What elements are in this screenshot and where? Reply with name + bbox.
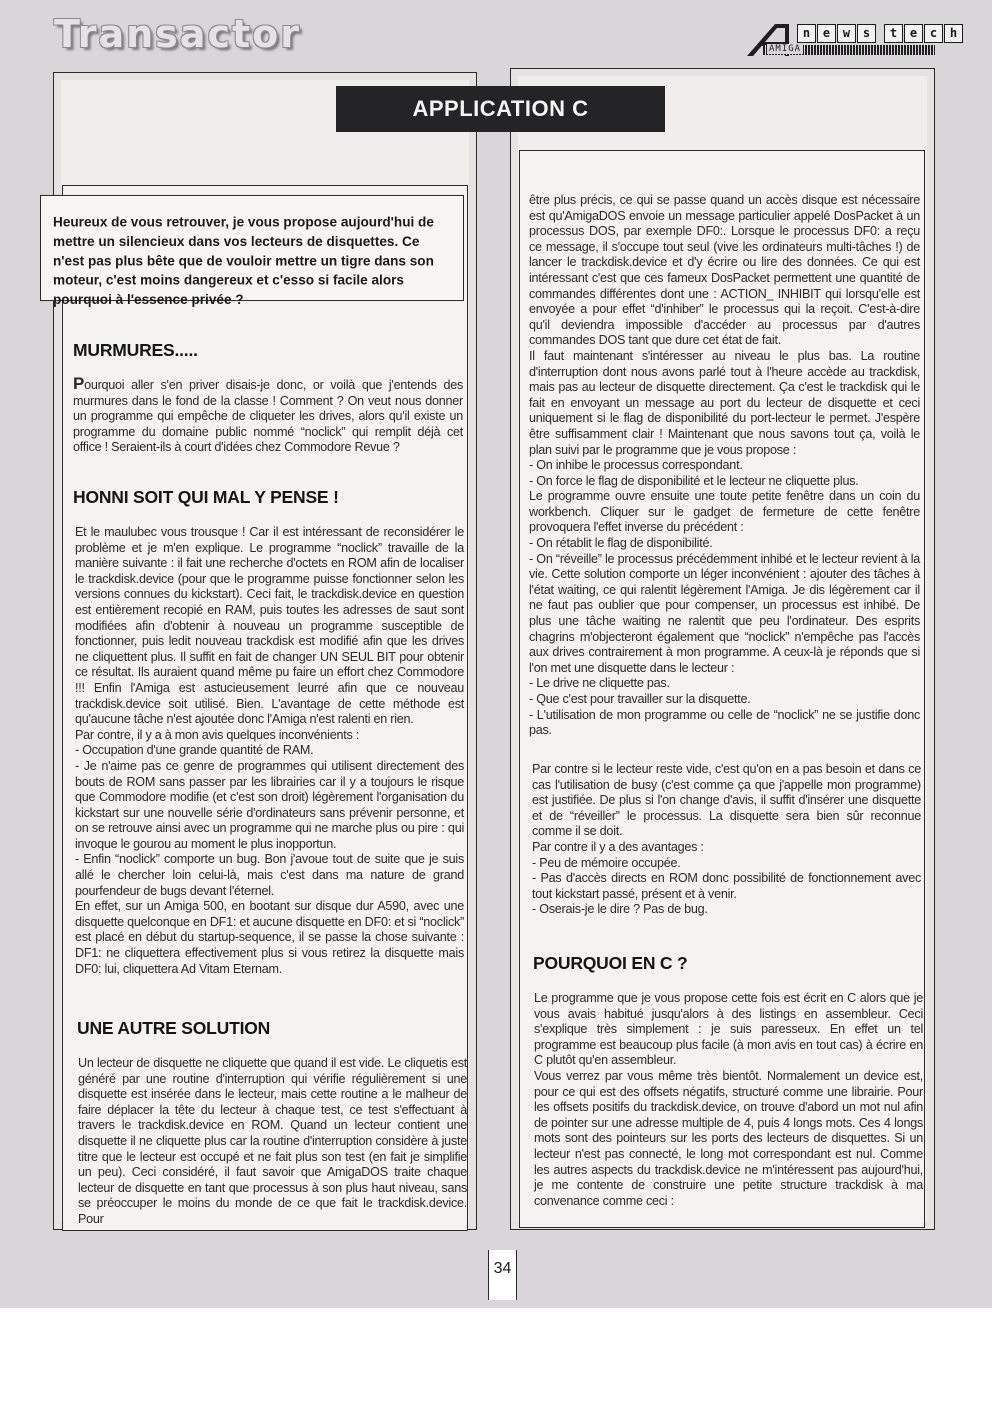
honni-paragraph: Et le maulubec vous trousque ! Car il est intéressant de reconsidérer le problème et je m'en explique. Le programme “noclick” travaille de la manière suivante : il fait une recherche d'octets en ROM afin de localiser le trackdisk.device (pour que le programme puisse fonctionner selon les versions connues du kickstart). Ceci fait, le trackdisk.device en question est entièrement recopié en RAM, puis toutes les adresses de saut sont modifiées afin d'obtenir à nouveau un programme susceptible de fonctionner, puis ledit nouveau trackdisk est modifié afin que les drives ne cliquettent plus. Il suffit en fait de changer UN SEUL BIT pour obtenir ce résultat. Ils auraient quand même pu faire un effort chez Commodore !!! Enfin l'Amiga est astucieusement leurré afin que ce nouveau trackdisk.device soit utilisé. Bien. L'avantage de cette méthode est qu'aucune tâche n'est ajoutée donc l'Amiga n'est ralenti en rien. [75, 525, 464, 727]
pourquoi-body [534, 991, 923, 1209]
right-mid-body [532, 762, 921, 918]
right-paragraph: - On force le flag de disponibilité et le lecteur ne cliquette plus. [529, 473, 859, 488]
pourquoi-paragraph: Vous verrez par vous même très bientôt. Normalement un device est, pour ce qui est des offsets négatifs, structuré comme une librairie. Pour les offsets positifs du trackdisk.device, on trouve d'abord un mot nul afin de pointer sur une adresse multiple de 4, puis 4 longs mots. Ces 4 longs mots sont des pointeurs sur les ports des lecteurs de disquettes. Si un lecteur n'est pas connecté, le long mot correspondant est nul. Comme les autres aspects du trackdisk.device ne m'intéressent pas aujourd'hui, je me contente de construire une petite structure trackdisk à ma convenance comme ceci : [534, 1068, 923, 1208]
honni-paragraph: En effet, sur un Amiga 500, en bootant sur disque dur A590, avec une disquette quelconque en DF1: et aucune disquette en DF0: et si “noclick” est placé en début du startup-sequence, il se passe la chose suivante : DF1: ne cliquettera effectivement plus si vous retirez la disquette mais DF0: lui, cliquettera Ad Vitam Eternam. [75, 899, 464, 976]
honni-paragraph: - Je n'aime pas ce genre de programmes qui utilisent directement des bouts de ROM sans passer par les librairies car il y a toujours le risque que Commodore modifie (et c'est son droit) légèrement l'organisation du kickstart sur une nouvelle série d'ordinateurs sans prévenir personne, et on se retrouve ainsi avec un programme qui ne marche plus ou pire : qui invoque le gourou au moment le plus inopportun. [75, 758, 464, 851]
heading-autre-solution: UNE AUTRE SOLUTION [77, 1018, 271, 1038]
honni-paragraph: - Occupation d'une grande quantité de RAM. [75, 743, 314, 758]
right-paragraph: - Peu de mémoire occupée. [532, 855, 681, 870]
right-paragraph: Il faut maintenant s'intéresser au niveau le plus bas. La routine d'interruption dont nous avons parlé tout à l'heure accède au trackdisk, mais pas au lecteur de disquette directement. Ça c'est le trackdisk qui le fait en envoyant un message au port du lecteur de disquette et ceci uniquement si le flag de disponibilité du port-lecteur le permet. J'espère être suffisamment clair ! Maintenant que nous savons tout ça, voilà le plan suivi par le programme que je vous propose : [529, 348, 920, 457]
right-top-body [529, 193, 920, 739]
right-paragraph: être plus précis, ce qui se passe quand un accès disque est nécessaire est qu'AmigaDOS envoie un message particulier appelé DosPacket à un processus DOS, par exemple DF0:. Lorsque le processus DF0: a reçu ce message, il s'occupe tout seul (vive les ordinateurs multi-tâches !) de lancer le trackdisk.device et d'y écrire ou lire des données. Ce qui est intéressant c'est que ces fameux DosPacket permettent une quantité de commandes différentes dont une : ACTION_ INHIBIT qui lorsqu'elle est envoyée a pour effet “d'inhiber” le processus qui la reçoit. C'est-à-dire qu'il deviendra impossible d'accéder au processus par d'autres commandes DOS tant que dure cet état de fait. [529, 193, 920, 348]
murmures-text: ourquoi aller s'en priver disais-je donc, or voilà que j'entends des murmures dans le fond de la classe ! Comment ? On veut nous donner un programme qui empêche de cliqueter les drives, alors qu'il existe un programme du domaine public nommé “noclick” qui remplit déjà cet office ! Seraient-ils à court d'idées chez Commodore Revue ? [73, 378, 463, 455]
logo-tile: c [924, 24, 943, 43]
logo-tile: e [817, 24, 836, 43]
right-paragraph: - Oserais-je le dire ? Pas de bug. [532, 902, 708, 917]
honni-body [75, 525, 464, 977]
autre-body [78, 1056, 467, 1228]
logo-letter-tiles [797, 24, 964, 43]
heading-pourquoi-en-c: POURQUOI EN C ? [533, 953, 688, 973]
logo-tile: w [837, 24, 856, 43]
heading-honni: HONNI SOIT QUI MAL Y PENSE ! [73, 487, 339, 507]
honni-paragraph: Par contre, il y a à mon avis quelques inconvénients : [75, 727, 360, 742]
honni-paragraph: - Enfin “noclick” comporte un bug. Bon j'avoue tout de suite que je suis allé le chercher loin celui-là, mais c'est dans ma nature de grand pourfendeur de bugs devant l'éternel. [75, 852, 464, 898]
heading-murmures: MURMURES..... [73, 340, 198, 360]
right-paragraph: - Le drive ne cliquette pas. [529, 676, 670, 691]
logo-tile: h [944, 24, 963, 43]
right-paragraph: - On rétablit le flag de disponibilité. [529, 536, 713, 551]
dropcap: P [73, 374, 85, 393]
right-paragraph: Par contre il y a des avantages : [532, 839, 704, 854]
pourquoi-paragraph: Le programme que je vous propose cette fois est écrit en C alors que je vous avais habitué jusqu'alors à des listings en assembleur. Ceci s'explique très simplement : je suis paresseux. En effet un tel programme est beaucoup plus facile (à mon avis en tout cas) à écrire en C plutôt qu'en assembleur. [534, 991, 923, 1068]
logo-subtitle: AMIGA [769, 44, 802, 54]
autre-text: Un lecteur de disquette ne cliquette que quand il est vide. Le cliquetis est généré par une routine d'interruption qui vérifie régulièrement si une disquette est insérée dans le lecteur, mais cette routine a le malheur de faire déplacer la tête du lecteur à chaque test, ce test s'effectuant à travers le trackdisk.device en ROM. Quand un lecteur contient une disquette il ne cliquette plus car la routine d'interruption considère à juste titre que le lecteur est occupé et ne fait plus son test (en fait je simplifie un peu). Ceci considéré, il faut savoir que AmigaDOS traite chaque lecteur de disquette en tant que processus à son plus haut niveau, sans se préoccuper le moins du monde de ce que fait le trackdisk.device. Pour [78, 1056, 467, 1226]
right-paragraph: Le programme ouvre ensuite une toute petite fenêtre dans un coin du workbench. Cliquer sur le gadget de fermeture de cette fenêtre provoquera l'effet inverse du précédent : [529, 489, 920, 535]
right-paragraph: - Que c'est pour travailler sur la disquette. [529, 692, 751, 706]
logo-tile: t [884, 24, 903, 43]
logo-tile: e [904, 24, 923, 43]
logo-tile-gap [877, 24, 883, 41]
murmures-body [73, 376, 463, 456]
section-banner: APPLICATION C [336, 86, 665, 132]
page-number: 34 [488, 1250, 517, 1300]
intro-box: Heureux de vous retrouver, je vous propose aujourd'hui de mettre un silencieux dans vos lecteurs de disquettes. Ce n'est pas plus bête que de vouloir mettre un tigre dans son moteur, c'est moins dangereux et c'esso si facile alors pourquoi à l'essence privée ? [40, 195, 464, 301]
right-paragraph: - Pas d'accès directs en ROM donc possibilité de fonctionnement avec tout kickstart passé, présent et à venir. [532, 871, 921, 901]
logo-tile: s [857, 24, 876, 43]
right-paragraph: - On inhibe le processus correspondant. [529, 458, 743, 473]
right-paragraph: - L'utilisation de mon programme ou celle de “noclick” ne se justifie donc pas. [529, 707, 920, 738]
magazine-brand: Transactor [54, 12, 301, 56]
right-paragraph: Par contre si le lecteur reste vide, c'est qu'on en a pas besoin et dans ce cas l'utilisation de busy (c'est comme ça que j'appelle mon programme) est justifiée. De plus si l'on change d'avis, il suffit d'insérer une disquette et de “réveiller” le processus. La disquette sera bien sûr reconnue comme il se doit. [532, 762, 921, 839]
logo-tile: n [797, 24, 816, 43]
right-paragraph: - On “réveille” le processus précédemment inhibé et le lecteur revient à la vie. Cette solution comporte un léger inconvénient : ajouter des tâches à l'état waiting, ce qui ralentit légèrement l'Amiga. Je dis légèrement car il ne faut pas oublier que pour compenser, un processus est inhibé. De plus une tâche waiting ne ralentit que peu l'ordinateur. Des esprits chagrins m'objecteront également que “noclick” n'empêche pas l'accès aux drives contrairement à mon programme. A ceux-là je réponds que si l'on met une disquette dans le lecteur : [529, 551, 920, 675]
amiga-news-tech-logo [745, 22, 958, 58]
